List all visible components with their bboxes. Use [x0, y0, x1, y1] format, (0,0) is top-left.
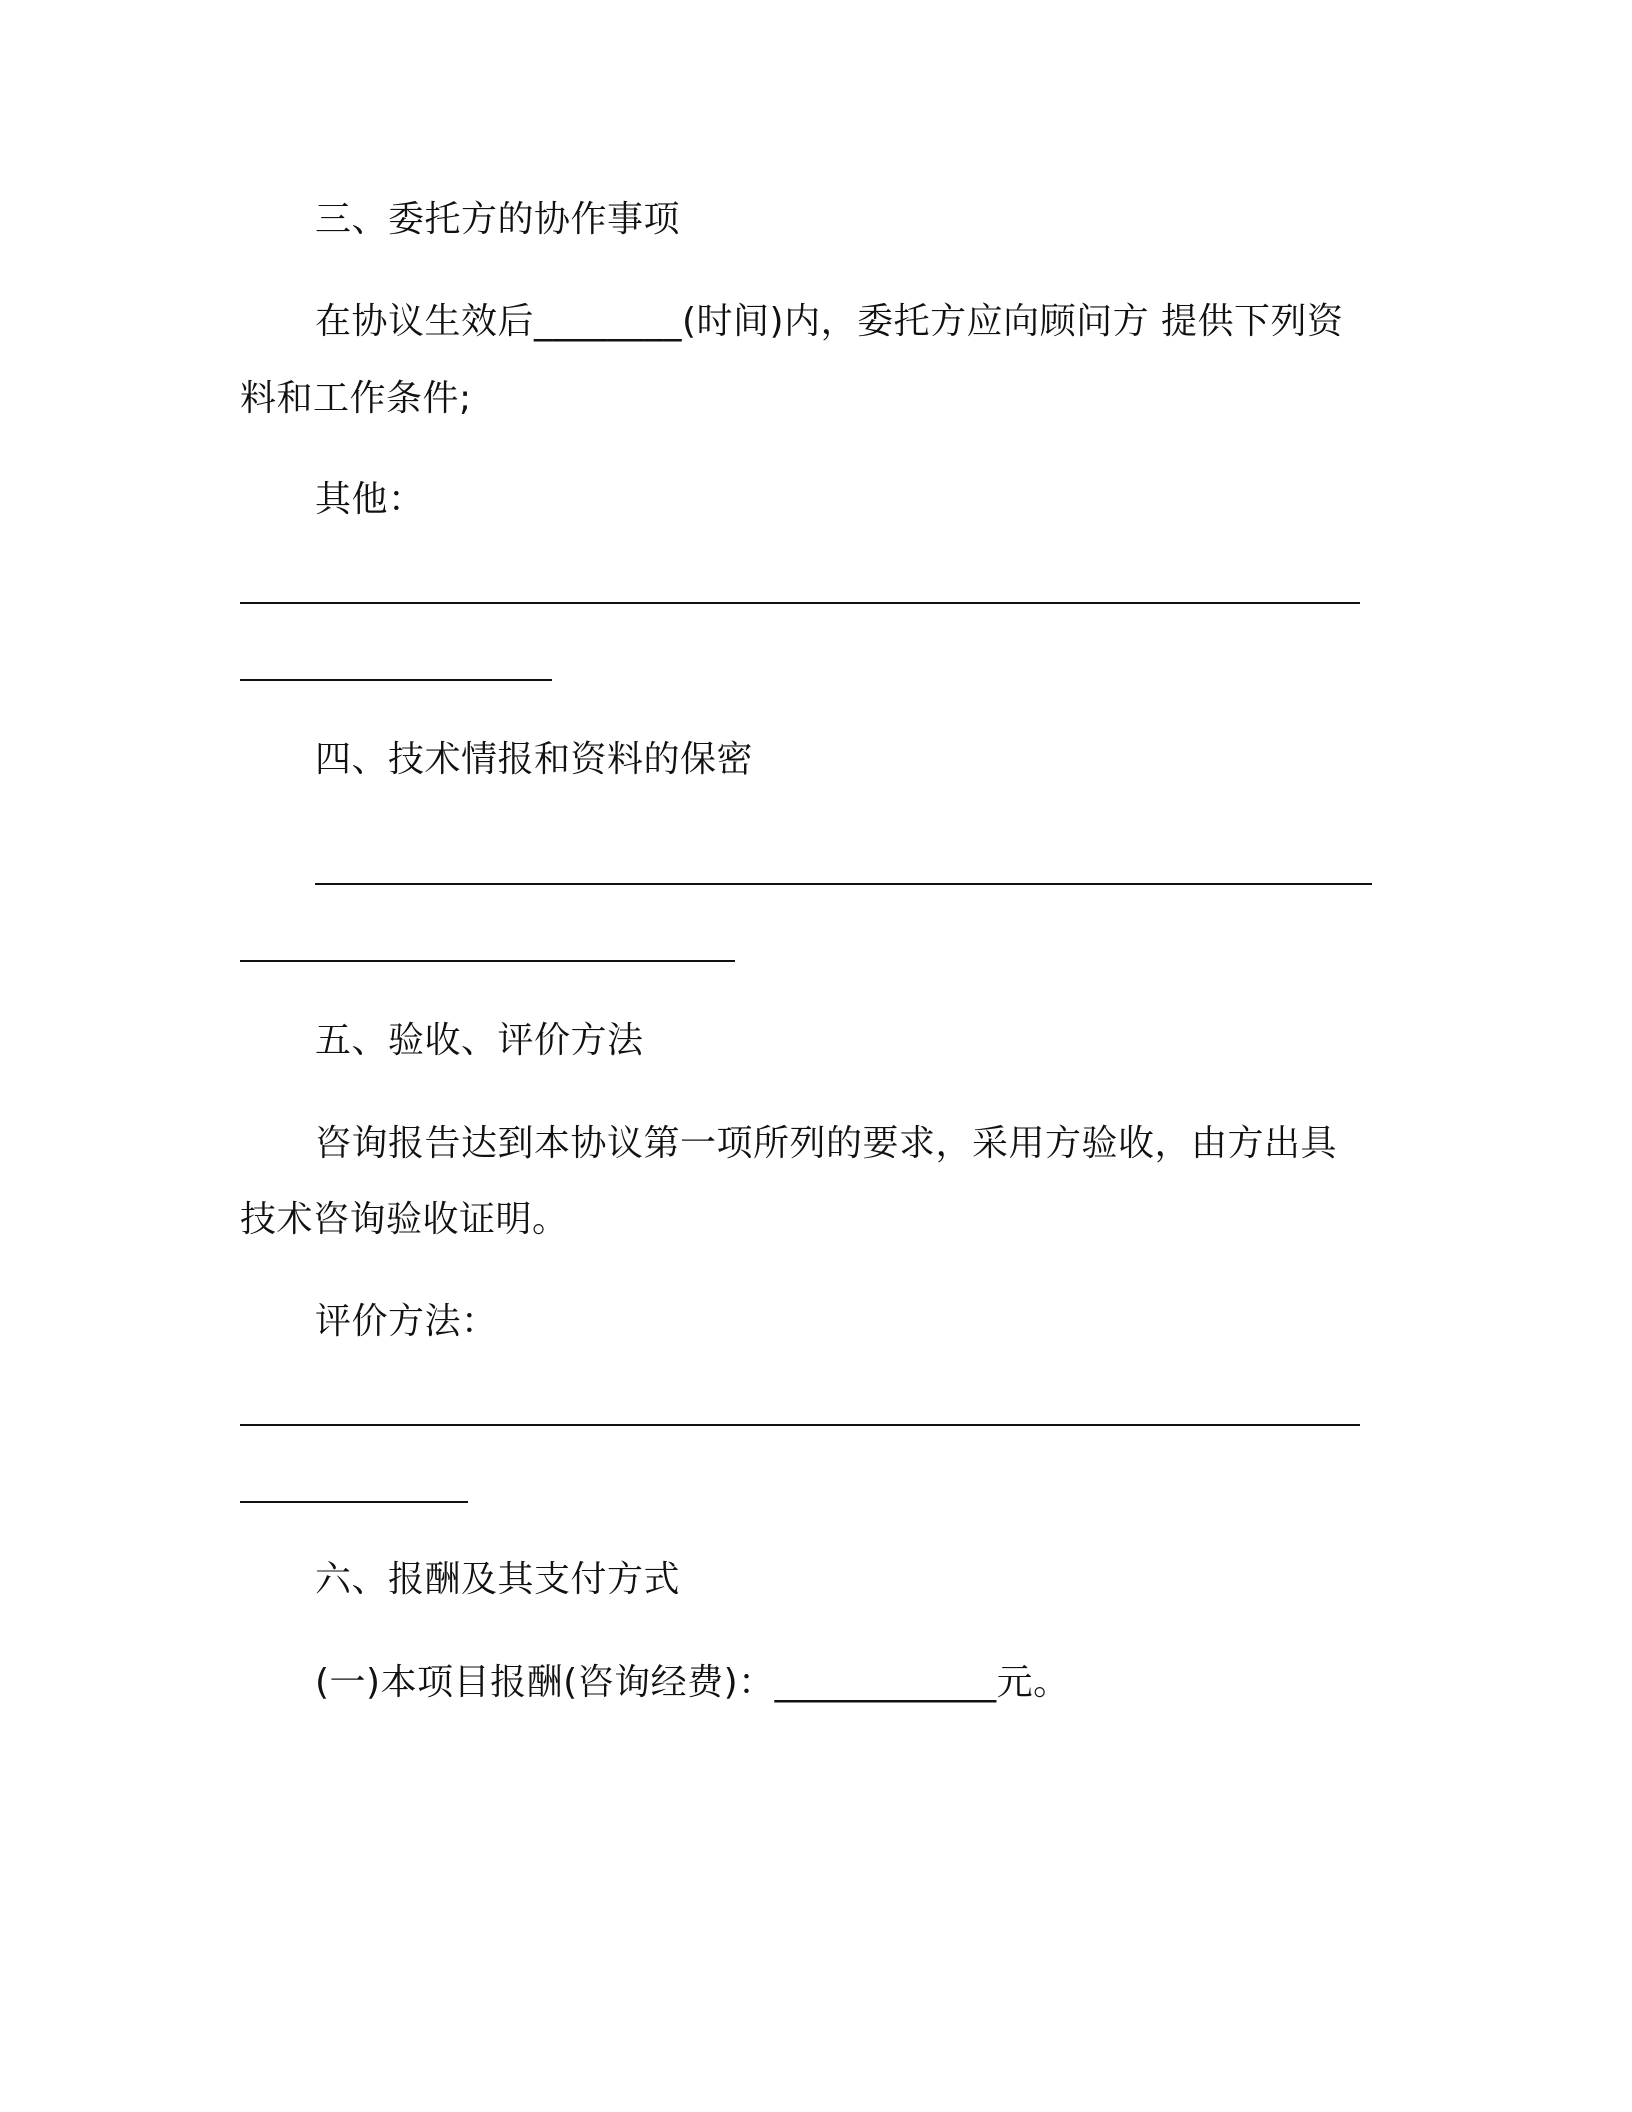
section-3-paragraph-line-2: 料和工作条件; [240, 378, 472, 419]
fill-in-rule [240, 602, 1360, 604]
fill-in-rule [240, 1424, 1360, 1426]
fill-in-rule [315, 883, 1372, 885]
section-3-paragraph-line-1: 在协议生效后________(时间)内，委托方应向顾问方 提供下列资 [315, 301, 1344, 342]
other-label: 其他： [315, 479, 425, 520]
evaluation-method-label: 评价方法： [315, 1301, 498, 1342]
section-5-heading: 五、验收、评价方法 [315, 1020, 644, 1061]
section-5-paragraph-line-2: 技术咨询验收证明。 [240, 1199, 569, 1240]
section-4-heading: 四、技术情报和资料的保密 [315, 739, 754, 780]
fee-line: (一)本项目报酬(咨询经费)：____________元。 [315, 1662, 1070, 1703]
section-6-heading: 六、报酬及其支付方式 [315, 1559, 681, 1600]
section-3-heading: 三、委托方的协作事项 [315, 199, 681, 240]
fill-in-rule [240, 679, 552, 681]
fill-in-rule [240, 960, 735, 962]
fill-in-rule [240, 1501, 468, 1503]
section-5-paragraph-line-1: 咨询报告达到本协议第一项所列的要求，采用方验收，由方出具 [315, 1123, 1338, 1164]
